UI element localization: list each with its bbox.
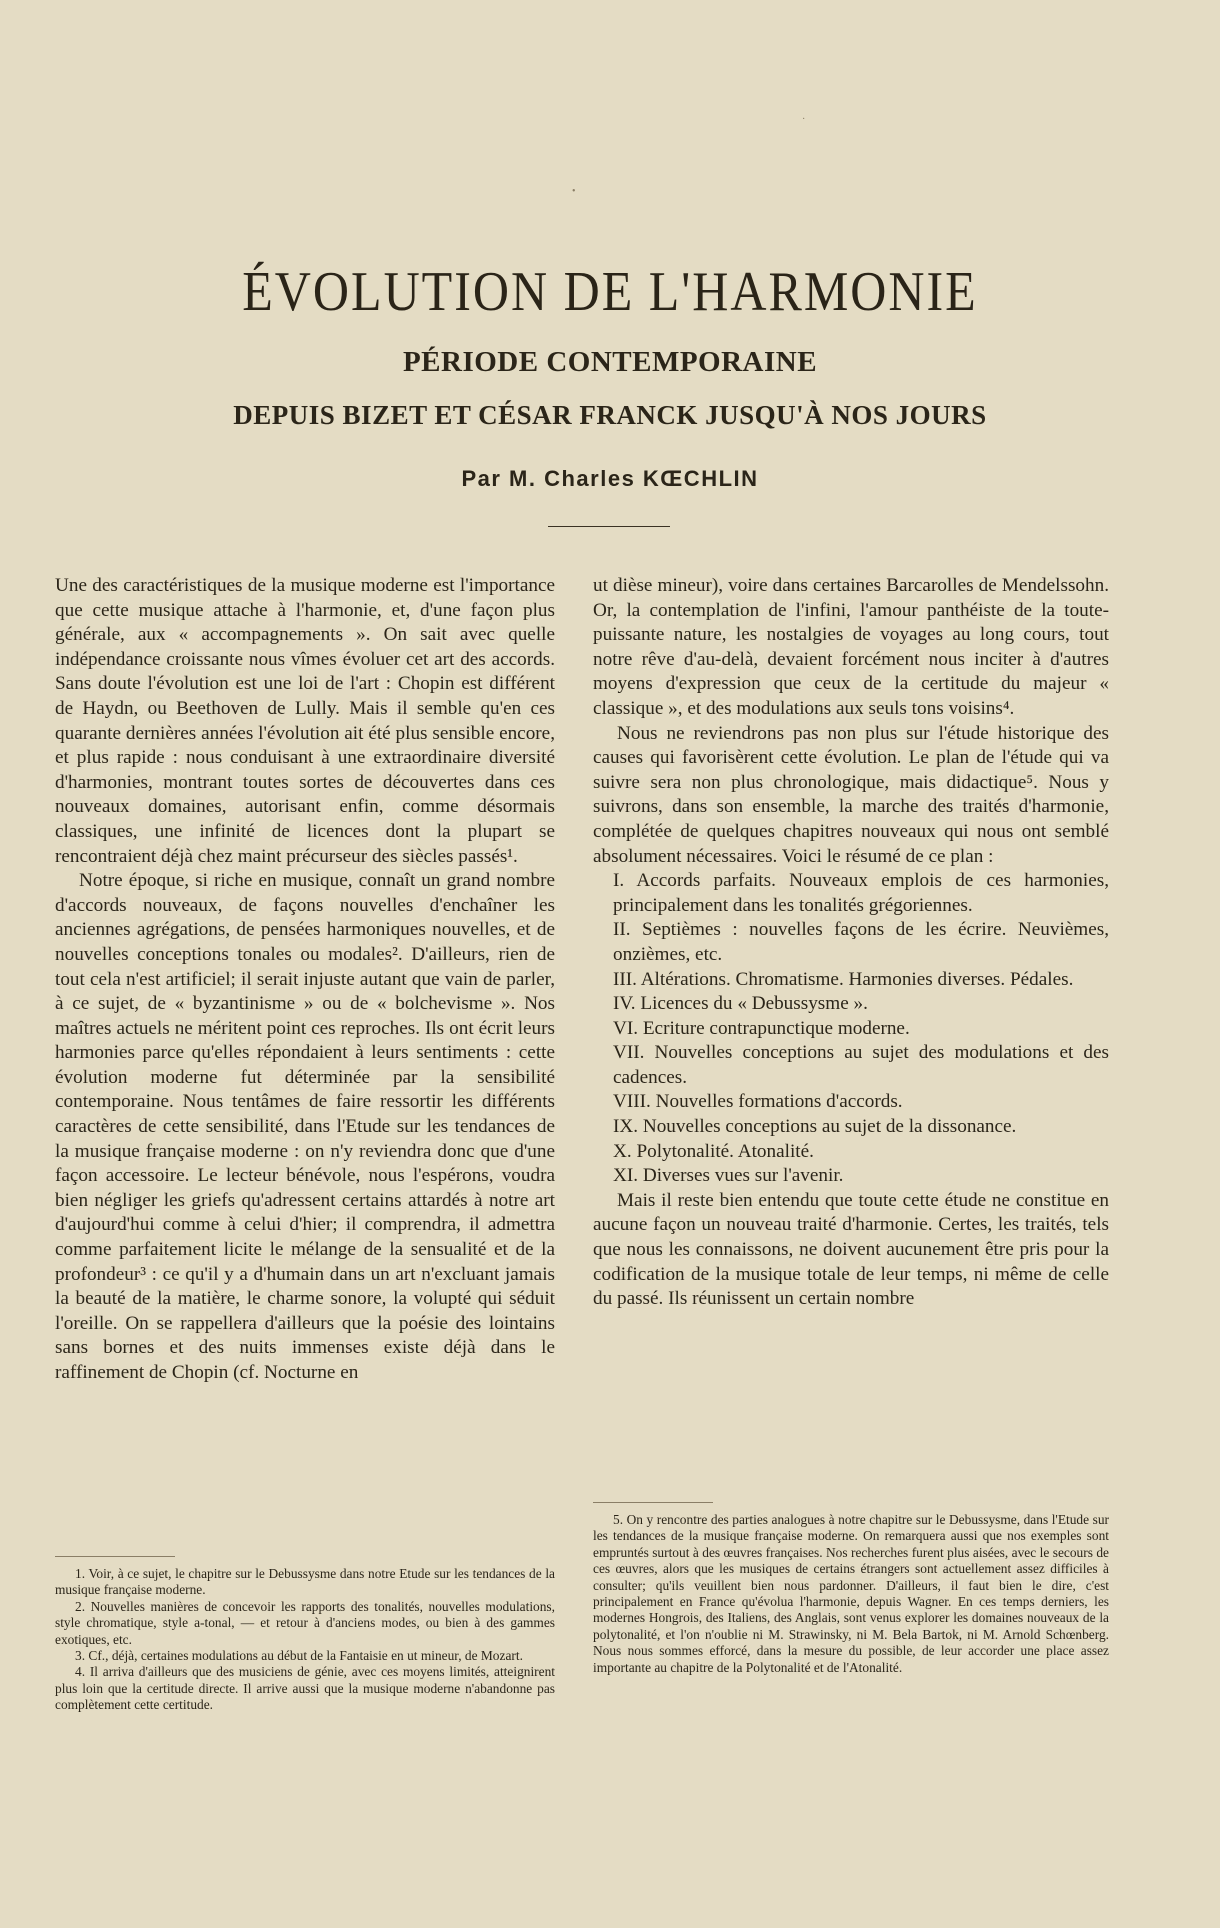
author-divider <box>548 526 670 527</box>
left-column <box>55 574 555 1386</box>
article-subtitle: PÉRIODE CONTEMPORAINE <box>402 346 818 378</box>
footnote: 3. Cf., déjà, certaines modulations au début de la Fantaisie en ut mineur, de Mozart. <box>75 1648 523 1664</box>
footnote: 1. Voir, à ce sujet, le chapitre sur le Debussysme dans notre Etude sur les tendances de la musique française moderne. <box>55 1566 555 1598</box>
article-title: ÉVOLUTION DE L'HARMONIE <box>242 259 978 323</box>
footnote: 2. Nouvelles manières de concevoir les rapports des tonalités, nouvelles modulations, style chromatique, style a-tonal, — et retour à d'anciens modes, ou bien à des gammes exotiques, etc. <box>55 1598 555 1647</box>
footnote: 4. Il arriva d'ailleurs que des musiciens de génie, avec ces moyens limités, atteignirent plus loin que la certitude directe. Il arrive aussi que la musique moderne n'abandonne pas complètement cette certitude. <box>55 1664 555 1713</box>
paragraph: Notre époque, si riche en musique, connaît un grand nombre d'accords nouveaux, de façons nouvelles d'enchaîner les anciennes agrégations, de pensées harmoniques nouvelles, et de nouvelles conceptions tonales ou modales². D'ailleurs, rien de tout cela n'est artificiel; il serait injuste autant que vain de parler, à ce sujet, de « byzantinisme » ou de « bolchevisme ». Nos maîtres actuels ne méritent point ces reproches. Ils ont écrit leurs harmonies parce qu'elles répondaient à leurs sentiments : cette évolution moderne fut déterminée par la sensibilité contemporaine. Nous tentâmes de faire ressortir les différents caractères de cette sensibilité, dans l'Etude sur les tendances de la musique française moderne : on n'y reviendra donc que d'une façon accessoire. Le lecteur bénévole, nous l'espérons, voudra bien négliger les griefs qu'adressent certains attardés à notre art d'aujourd'hui comme à celui d'hier; il comprendra, il admettra comme parfaitement licite le mélange de la sensualité et de la profondeur³ : ce qu'il y a d'humain dans un art n'excluant jamais la beauté de la matière, le charme sonore, la volupté qui séduit l'oreille. On se rappellera d'ailleurs que la poésie des lointains sans bornes et des nuits immenses existe déjà dans le raffinement de Chopin (cf. Nocturne en <box>55 870 555 1383</box>
paper-speck: · <box>802 114 806 125</box>
paragraph: Une des caractéristiques de la musique moderne est l'importance que cette musique attache à l'harmonie, et, d'une façon plus générale, aux « accompagnements ». On sait avec quelle indépendance croissante nous vîmes évoluer cet art des accords. Sans doute l'évolution est une loi de l'art : Chopin est différent de Haydn, ou Beethoven de Lully. Mais il semble qu'en ces quarante dernières années l'évolution ait été plus sensible encore, et plus rapide : nous conduisant à une extraordinaire diversité d'harmonies, montrant toutes sortes de découvertes dans ces nouveaux domaines, autorisant enfin, comme désormais classiques, une infinité de licences dont la plupart se rencontraient déjà chez maint précurseur des siècles passés¹. <box>55 575 555 867</box>
paragraph: Mais il reste bien entendu que toute cette étude ne constitue en aucune façon un nouveau traité d'harmonie. Certes, les traités, tels que nous les connaissons, ne doivent aucunement être pris pour la codification de la musique totale de leur temps, ni même de celle du passé. Ils réunissent un certain nombre <box>593 1189 1109 1310</box>
plan-item: XI. Diverses vues sur l'avenir. <box>613 1165 844 1187</box>
plan-item: IX. Nouvelles conceptions au sujet de la dissonance. <box>613 1116 1017 1138</box>
plan-item: I. Accords parfaits. Nouveaux emplois de ces harmonies, principalement dans les tonalités grégoriennes. <box>613 870 1109 916</box>
plan-item: II. Septièmes : nouvelles façons de les écrire. Neuvièmes, onzièmes, etc. <box>613 919 1109 965</box>
article-author: Par M. Charles KŒCHLIN <box>461 466 759 491</box>
footnotes-left <box>55 1566 555 1714</box>
footnote-divider <box>593 1502 713 1503</box>
plan-item: VII. Nouvelles conceptions au sujet des modulations et des cadences. <box>613 1042 1109 1088</box>
footnotes-right <box>593 1512 1109 1676</box>
right-column <box>593 574 1109 1312</box>
paragraph: ut dièse mineur), voire dans certaines Barcarolles de Mendelssohn. Or, la contemplation de l'infini, l'amour panthéiste de la toute-puissante nature, les nostalgies de voyages au long cours, tout notre rêve d'au-delà, devaient forcément nous inciter à d'autres moyens d'expression que ceux de la certitude du majeur « classique », et des modulations aux seuls tons voisins⁴. <box>593 575 1109 719</box>
plan-item: VIII. Nouvelles formations d'accords. <box>613 1091 903 1113</box>
plan-item: III. Altérations. Chromatisme. Harmonies diverses. Pédales. <box>613 968 1074 990</box>
article-subtitle-period: DEPUIS BIZET ET CÉSAR FRANCK JUSQU'À NOS JOURS <box>233 400 987 430</box>
footnote: 5. On y rencontre des parties analogues à notre chapitre sur le Debussysme, dans l'Etude sur les tendances de la musique française moderne. On remarquera aussi que nos exemples sont empruntés surtout à des œuvres françaises. Nos recherches furent plus aisées, avec le secours de ces œuvres, alors que les musiques de certains étrangers sont actuellement assez difficiles à consulter; qu'ils veuillent bien nous pardonner. D'ailleurs, il faut bien le dire, c'est principalement en France qu'évolua l'harmonie, depuis Wagner. En ces temps derniers, les modernes Hongrois, des Italiens, des Anglais, sont venus explorer les domaines nouveaux de la polytonalité, et l'on n'oublie ni M. Strawinsky, ni M. Bela Bartok, ni M. Arnold Schœnberg. Nous nous sommes efforcé, dans la mesure du possible, de leur accorder une place assez importante au chapitre de la Polytonalité et de l'Atonalité. <box>593 1512 1109 1675</box>
plan-list <box>593 869 1109 1189</box>
footnote-divider <box>55 1556 175 1557</box>
paragraph: Nous ne reviendrons pas non plus sur l'étude historique des causes qui favorisèrent cette évolution. Le plan de l'étude qui va suivre sera non plus chronologique, mais didactique⁵. Nous y suivrons, dans son ensemble, la marche des traités d'harmonie, complétée de quelques chapitres nouveaux qui nous ont semblé absolument nécessaires. Voici le résumé de ce plan : <box>593 722 1109 867</box>
plan-item: IV. Licences du « Debussysme ». <box>613 993 868 1015</box>
plan-item: VI. Ecriture contrapunctique moderne. <box>613 1017 910 1039</box>
plan-item: X. Polytonalité. Atonalité. <box>613 1140 814 1162</box>
paper-speck: • <box>572 186 576 197</box>
